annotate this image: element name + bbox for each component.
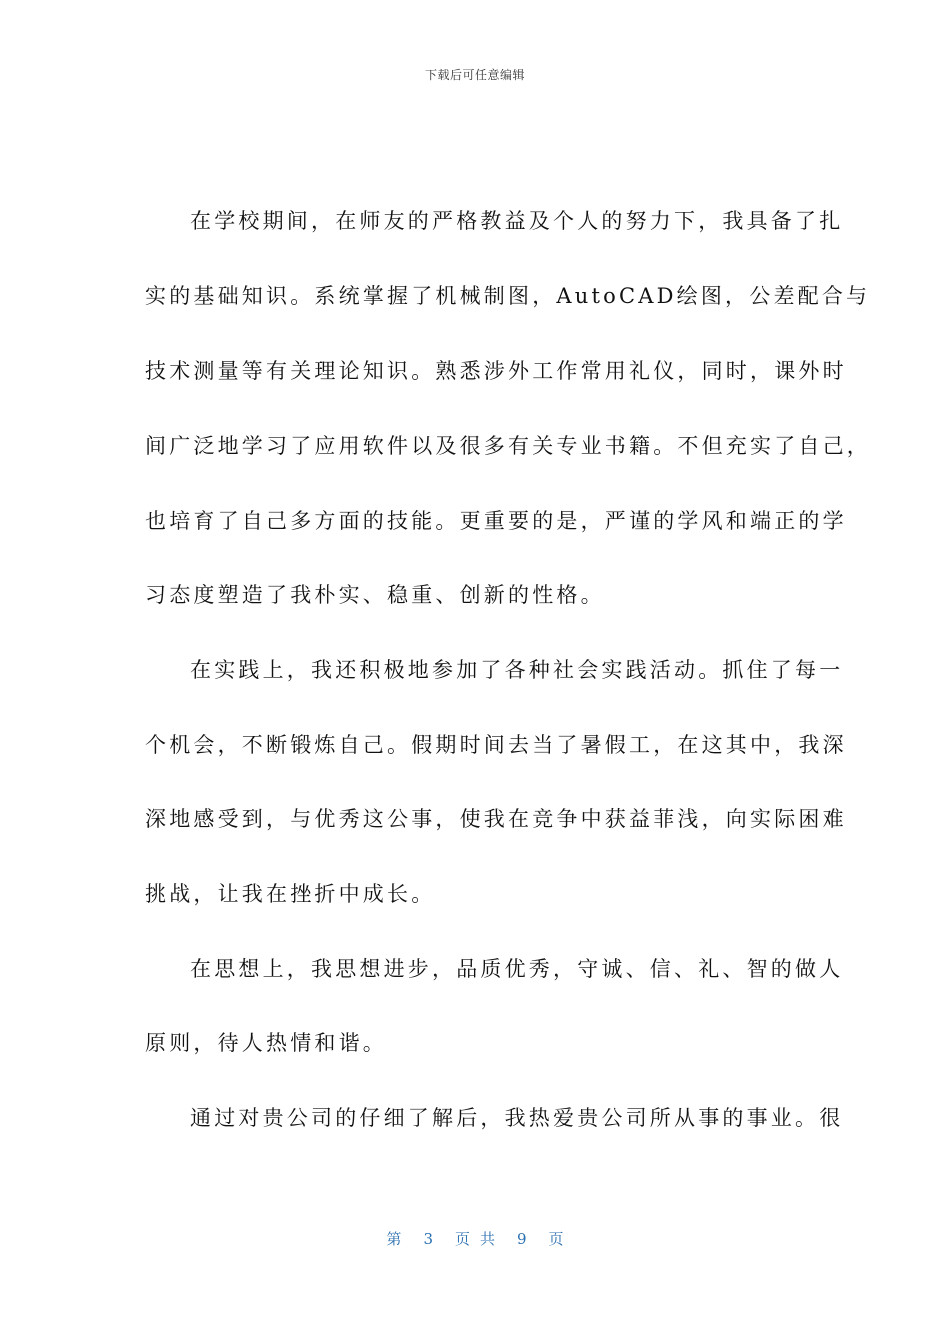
- text-line: 在学校期间，在师友的严格教益及个人的努力下，我具备了扎: [190, 209, 844, 233]
- text-line: 习态度塑造了我朴实、稳重、创新的性格。: [145, 583, 605, 607]
- footer-suffix: 页: [548, 1230, 564, 1248]
- page-header: 下载后可任意编辑: [424, 68, 525, 82]
- text-line: 在思想上，我思想进步，品质优秀，守诚、信、礼、智的做人: [190, 957, 844, 981]
- text-line: 间广泛地学习了应用软件以及很多有关专业书籍。不但充实了自己，: [145, 434, 871, 458]
- text-line: 通过对贵公司的仔细了解后，我热爱贵公司所从事的事业。很: [190, 1106, 844, 1130]
- current-page-number: 3: [423, 1230, 433, 1248]
- text-line: 原则，待人热情和谐。: [145, 1031, 387, 1055]
- total-pages-number: 9: [517, 1230, 527, 1248]
- footer-mid: 页共: [454, 1230, 505, 1248]
- text-line: 技术测量等有关理论知识。熟悉涉外工作常用礼仪，同时，课外时: [145, 359, 847, 383]
- page-footer: [0, 1228, 950, 1249]
- text-line: 也培育了自己多方面的技能。更重要的是，严谨的学风和端正的学: [145, 509, 847, 533]
- text-line: 在实践上，我还积极地参加了各种社会实践活动。抓住了每一: [190, 658, 844, 682]
- text-line: 挑战，让我在挫折中成长。: [145, 882, 436, 906]
- text-line: 实的基础知识。系统掌握了机械制图，AutoCAD绘图，公差配合与: [145, 284, 871, 308]
- footer-prefix: 第: [386, 1230, 402, 1248]
- text-line: 深地感受到，与优秀这公事，使我在竞争中获益菲浅，向实际困难: [145, 807, 847, 831]
- text-line: 个机会，不断锻炼自己。假期时间去当了暑假工，在这其中，我深: [145, 733, 847, 757]
